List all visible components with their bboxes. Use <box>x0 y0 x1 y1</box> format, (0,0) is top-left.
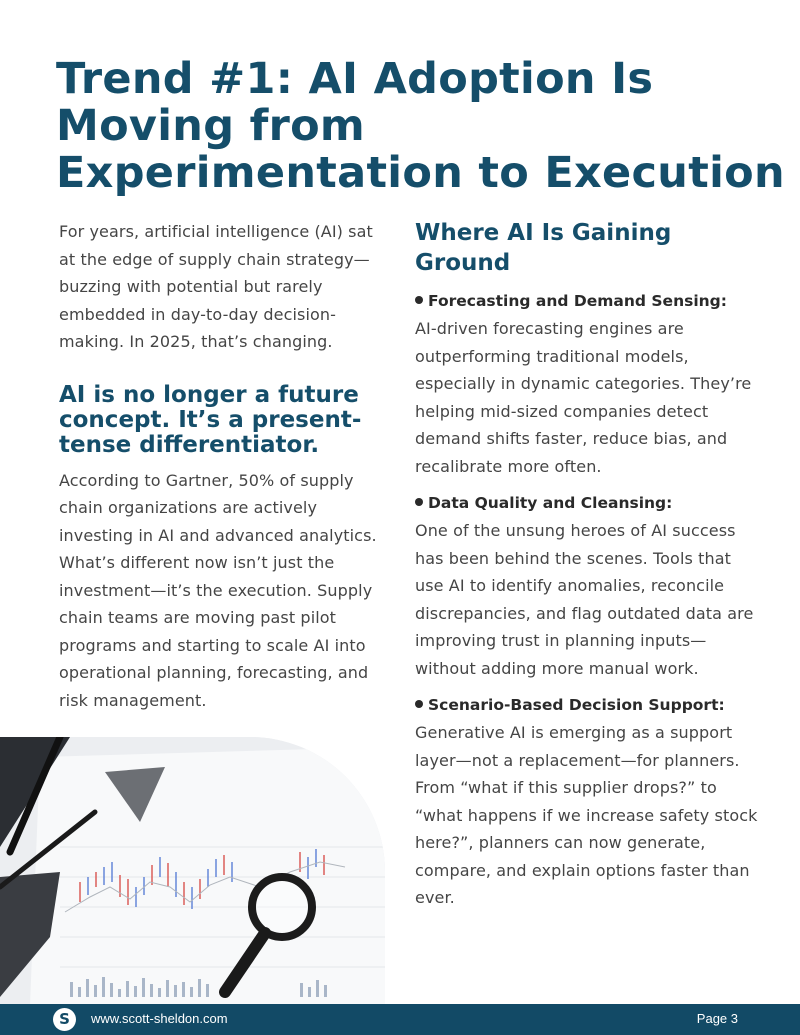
bullet-scenario-title <box>415 692 760 719</box>
page-footer <box>0 1004 800 1035</box>
brand-logo-icon: S <box>53 1008 76 1031</box>
bullet-title-text: Data Quality and Cleansing: <box>428 494 673 512</box>
left-column <box>59 218 389 714</box>
bullet-icon <box>415 498 423 506</box>
bullet-title-text: Scenario-Based Decision Support: <box>428 696 725 714</box>
bullet-forecasting-title <box>415 288 760 315</box>
bullet-data-quality-text: One of the unsung heroes of AI success has been behind the scenes. Tools that use AI to identify anomalies, reconcile discrepancies, and flag outdated data are improving trust in planning inputs—without adding more manual work. <box>415 521 754 678</box>
right-column <box>415 218 760 912</box>
stock-chart-photo <box>0 737 385 1005</box>
bullet-scenario-text: Generative AI is emerging as a support layer—not a replacement—for planners. From “what if this supplier drops?” to “what happens if we increase safety stock here?”, planners can now generate, compare, and explain options faster than ever. <box>415 723 758 907</box>
intro-paragraph: For years, artificial intelligence (AI) sat at the edge of supply chain strategy—buzzing with potential but rarely embedded in day-to-day decision-making. In 2025, that’s changing. <box>59 222 373 351</box>
bullet-icon <box>415 700 423 708</box>
bullet-icon <box>415 296 423 304</box>
gaining-ground-heading: Where AI Is Gaining Ground <box>415 220 672 276</box>
bullet-title-text: Forecasting and Demand Sensing: <box>428 292 727 310</box>
stock-chart-magnifier-illustration <box>0 737 385 1005</box>
page-title: Trend #1: AI Adoption Is Moving from Experimentation to Execution <box>56 54 785 198</box>
bullet-forecasting-text: AI-driven forecasting engines are outperforming traditional models, especially in dynamic categories. They’re helping mid-sized companies detect demand shifts faster, reduce bias, and recalibrate more often. <box>415 319 752 476</box>
footer-website-link[interactable]: www.scott-sheldon.com <box>91 1011 228 1026</box>
bullet-data-quality-title <box>415 490 760 517</box>
left-subheading: AI is no longer a future concept. It’s a present-tense differentiator. <box>59 381 362 458</box>
page-number: Page 3 <box>696 1011 738 1026</box>
gartner-paragraph: According to Gartner, 50% of supply chain organizations are actively investing in AI and advanced analytics. What’s different now isn’t just the investment—it’s the execution. Supply chain teams are moving past pilot programs and starting to scale AI into operational planning, forecasting, and risk management. <box>59 470 377 710</box>
